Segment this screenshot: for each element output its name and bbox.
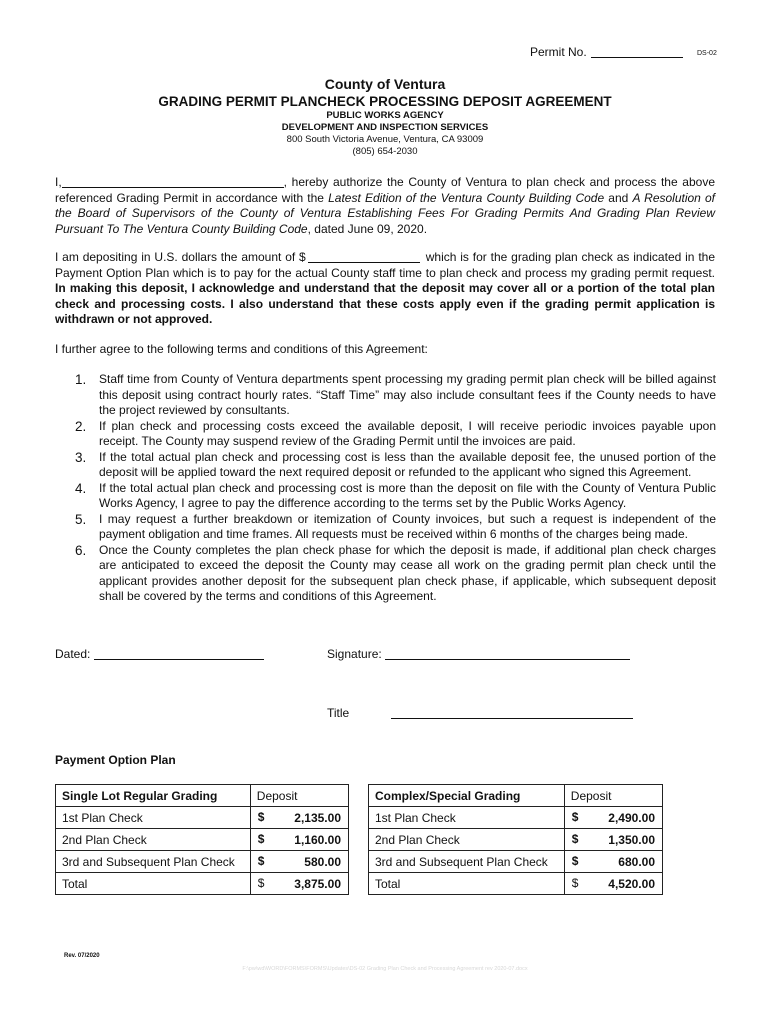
term-item [75,511,716,543]
amount-value: 1,350.00 [608,832,655,847]
total-row [369,873,663,895]
deposit-amount [250,807,348,829]
county-name: County of Ventura [324,76,446,92]
permit-number-label: Permit No. [530,45,587,59]
table-row [369,807,663,829]
deposit-amount-field[interactable] [308,262,420,263]
term-number: 2. [75,418,87,434]
acknowledgement-text: In making this deposit, I acknowledge and understand that the deposit may cover all or a portion of the total plan check and processing costs. I also understand that these costs apply even if the grading permit application is withdrawn or not approved. [55,281,715,326]
para2-prefix: I am depositing in U.S. dollars the amount of $ [55,250,306,264]
para1-dated: , dated June 09, 2020. [307,221,428,236]
deposit-amount [564,851,662,873]
amount-value: 2,490.00 [608,810,655,825]
deposit-amount [564,829,662,851]
amount-value: 3,875.00 [294,876,341,891]
term-number: 1. [75,372,87,387]
term-number: 4. [75,480,87,496]
payment-option-heading: Payment Option Plan [55,753,176,767]
row-label: 3rd and Subsequent Plan Check [369,851,565,873]
amount-value: 680.00 [618,854,655,869]
terms-list [75,372,716,605]
term-item [75,542,716,605]
currency-symbol: $ [257,854,265,868]
term-item [75,480,716,512]
total-row [56,873,349,895]
deposit-amount [564,873,662,895]
currency-symbol: $ [571,854,579,868]
para1-and: and [604,190,633,205]
dated-label: Dated: [55,647,91,661]
currency-symbol: $ [571,876,579,890]
signature-label: Signature: [327,647,382,661]
row-label: 2nd Plan Check [369,829,565,851]
deposit-amount [250,829,348,851]
term-text: If the total actual plan check and processing cost is less than the available deposit fee, the unused portion of the deposit will be applied toward the next required deposit or refunded to the applicant who signed this Agreement. [99,449,716,479]
currency-symbol: $ [257,876,265,890]
resolution-reference: A Resolution of the Board of Supervisors of the County of Ventura Establishing Fees For Grading Permits And Grading Plan Review Pursuant To The Ventura County Building Code [55,190,715,236]
table-row [369,851,663,873]
table-header-row [56,785,349,807]
deposit-header: Deposit [250,785,348,807]
term-item [75,418,716,450]
deposit-paragraph [55,250,715,328]
term-text: Staff time from County of Ventura departments spent processing my grading permit plan check will be billed against this deposit using contract hourly rates. “Staff Time” may also include consultant fees if the County needs to have the project reviewed by consultants. [99,372,716,417]
document-header [0,76,770,158]
deposit-amount [564,807,662,829]
currency-symbol: $ [257,832,265,846]
deposit-amount [250,873,348,895]
term-item [75,449,716,481]
agency-address: 800 South Victoria Avenue, Ventura, CA 93009 [286,134,484,145]
signature-block [327,647,630,661]
row-label: Total [56,873,251,895]
deposit-header: Deposit [564,785,662,807]
amount-value: 4,520.00 [608,876,655,891]
table-row [56,829,349,851]
single-lot-fee-table [55,784,349,895]
row-label: 2nd Plan Check [56,829,251,851]
row-label: Total [369,873,565,895]
para2-text: which is for the grading plan check as indicated in the Payment Option Plan which is to pay for the actual County staff time to plan check and process my grading permit request. [55,250,716,280]
permit-number [530,45,683,59]
complex-grading-header: Complex/Special Grading [369,785,565,807]
authorization-paragraph [55,175,715,237]
term-item [75,372,716,419]
division-name: DEVELOPMENT AND INSPECTION SERVICES [281,122,489,133]
applicant-name-field[interactable] [62,187,284,188]
agency-name: PUBLIC WORKS AGENCY [326,110,444,121]
deposit-amount [250,851,348,873]
table-row [56,807,349,829]
amount-value: 1,160.00 [294,832,341,847]
amount-value: 580.00 [304,854,341,869]
para1-text: , hereby authorize the County of Ventura to plan check and process the above referenced Grading Permit in accordance with the [55,175,715,205]
term-text: If the total actual plan check and processing cost is more than the deposit on file with the County of Ventura Public Works Agency, I agree to pay the difference according to the terms set by the Public Works Agency. [99,480,716,510]
currency-symbol: $ [257,810,265,824]
revision-date: Rev. 07/2020 [64,953,100,959]
title-label: Title [327,706,350,720]
permit-number-field[interactable] [591,57,683,58]
row-label: 3rd and Subsequent Plan Check [56,851,251,873]
form-code: DS-02 [697,50,717,57]
term-number: 5. [75,511,87,527]
complex-grading-fee-table [368,784,663,895]
table-row [56,851,349,873]
title-field[interactable] [391,718,633,719]
amount-value: 2,135.00 [294,810,341,825]
dated-field[interactable] [94,659,264,660]
single-lot-header: Single Lot Regular Grading [56,785,251,807]
currency-symbol: $ [571,832,579,846]
document-title: GRADING PERMIT PLANCHECK PROCESSING DEPOSIT AGREEMENT [158,94,612,109]
dated-block [55,647,264,661]
row-label: 1st Plan Check [56,807,251,829]
row-label: 1st Plan Check [369,807,565,829]
term-text: I may request a further breakdown or itemization of County invoices, but such a request is independent of the payment obligation and time frames. All requests must be received within 6 months of the charges being made. [99,511,716,541]
table-header-row [369,785,663,807]
term-text: Once the County completes the plan check phase for which the deposit is made, if additional plan check charges are anticipated to exceed the deposit the County may cease all work on the grading permit plan check until the applicant provides another deposit for the subsequent plan check phase, if applicable, which subsequent deposit shall be covered by the terms and conditions of this Agreement. [99,542,716,603]
para1-prefix: I, [55,175,62,189]
currency-symbol: $ [571,810,579,824]
building-code-reference: Latest Edition of the Ventura County Building Code [328,190,605,205]
file-path-footer: F:\pw\wd\WORD\FORMS\FORMS\Updates\DS-02 Grading Plan Check and Processing Agreement rev 2020-07.docx [242,966,528,972]
term-number: 6. [75,542,87,558]
term-number: 3. [75,449,87,465]
table-row [369,829,663,851]
agency-phone: (805) 654-2030 [352,146,418,157]
term-text: If plan check and processing costs exceed the available deposit, I will receive periodic invoices payable upon receipt. The County may suspend review of the Grading Permit until the invoices are paid. [99,418,716,448]
signature-field[interactable] [385,659,630,660]
terms-intro: I further agree to the following terms and conditions of this Agreement: [55,342,428,356]
